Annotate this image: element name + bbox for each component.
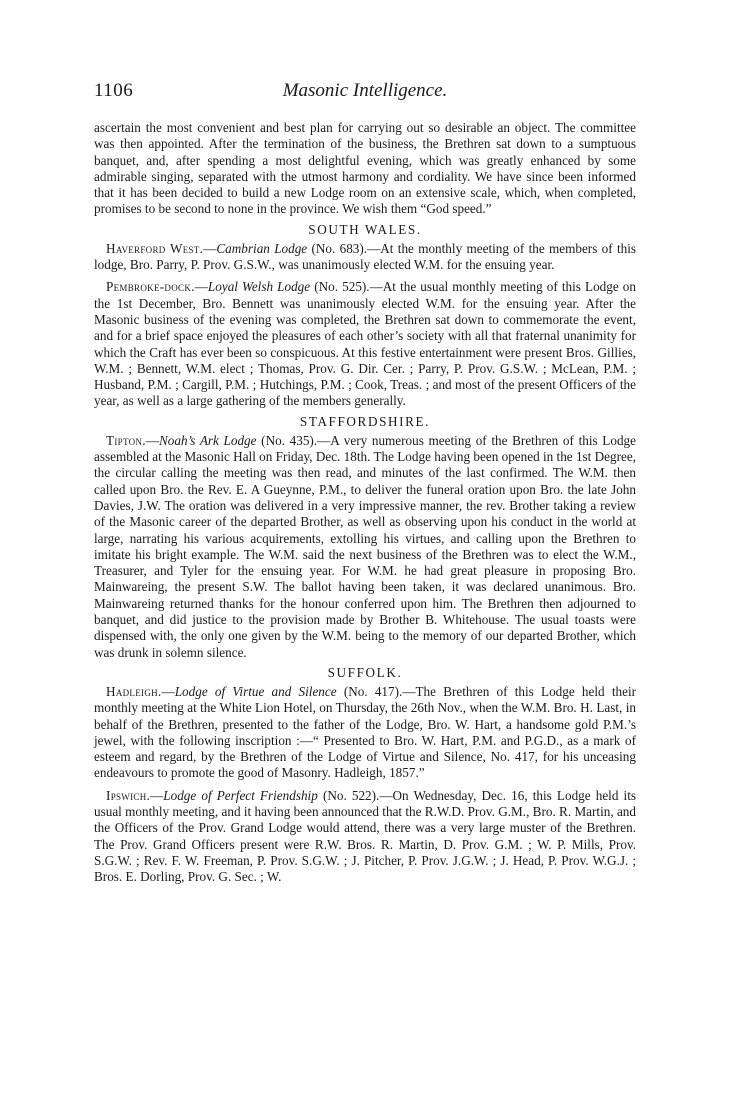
entry-text: (No. 525).—At the usual monthly meeting of this Lodge on the 1st December, Bro. Bennett was unanimously elected W.M. for the ensuing year. After the Masonic business of the evening was completed, the Brethren sat down to commemorate the event, and for a brief space enjoyed the pleasures of each other’s society with all that fraternal unanimity for which the Craft has ever been so conspicuous. At this festive entertainment were present Bros. Gillies, W.M. ; Bennett, W.M. elect ; Thomas, Prov. G. Dir. Cer. ; Parry, P. Prov. G.S.W. ; McLean, P.M. ; Husband, P.M. ; Cargill, P.M. ; Hutchings, P.M. ; Cook, Treas. ; and most of the present Officers of the year, as well as a large gathering of the members generally. [94,279,636,409]
running-title: Masonic Intelligence. [282,80,448,101]
entry-place: Tipton. [106,432,146,448]
entry-text: (No. 522).—On Wednesday, Dec. 16, this Lodge held its usual monthly meeting, and it having been announced that the R.W.D. Prov. G.M., Bro. R. Martin, and the Officers of the Prov. Grand Lodge would attend, there was a very large muster of the Brethren. The Prov. Grand Officers present were R.W. Bros. R. Martin, D. Prov. G.M. ; W. P. Mills, Prov. S.G.W. ; Rev. F. W. Freeman, P. Prov. S.G.W. ; J. Pitcher, P. Prov. J.G.W. ; J. Head, P. Prov. W.G.J. ; Bros. E. Dorling, Prov. G. Sec. ; W. [94,787,637,885]
entry-pembroke-dock: Pembroke-dock.—Loyal Welsh Lodge (No. 525).—At the usual monthly meeting of this Lodge on the 1st December, Bro. Bennett was unanimously elected W.M. for the ensuing year. After the Masonic business of the evening was completed, the Brethren sat down to commemorate the event, and for a brief space enjoyed the pleasures of each other’s society with all that fraternal unanimity for which the Craft has ever been so conspicuous. At this festive entertainment were present Bros. Gillies, W.M. ; Bennett, W.M. elect ; Thomas, Prov. G. Dir. Cer. ; Parry, P. Prov. G.S.W. ; McLean, P.M. ; Husband, P.M. ; Cargill, P.M. ; Hutchings, P.M. ; Cook, Treas. ; and most of the present Officers of the year, as well as a large gathering of the members generally. [94,279,636,409]
intro-paragraph: ascertain the most convenient and best plan for carrying out so desirable an object. The committee was then appointed. After the termination of the business, the Brethren sat down to a sumptuous banquet, and, after spending a most delightful evening, which was greatly enhanced by some admirable singing, separated with the utmost harmony and cordiality. We have since been informed that it has been decided to build a new Lodge room on an extensive scale, which, when completed, promises to be second to none in the province. We wish them “God speed.” [94,120,636,217]
running-head [94,80,636,110]
entry-lodge: Cambrian Lodge [216,240,308,256]
entry-lodge: Noah’s Ark Lodge [158,432,257,448]
section-heading-suffolk: SUFFOLK. [327,664,403,680]
entry-ipswich: Ipswich.—Lodge of Perfect Friendship (No. 522).—On Wednesday, Dec. 16, this Lodge held its usual monthly meeting, and it having been announced that the R.W.D. Prov. G.M., Bro. R. Martin, and the Officers of the Prov. Grand Lodge would attend, there was a very large muster of the Brethren. The Prov. Grand Officers present were R.W. Bros. R. Martin, D. Prov. G.M. ; W. P. Mills, Prov. S.G.W. ; Rev. F. W. Freeman, P. Prov. S.G.W. ; J. Pitcher, P. Prov. J.G.W. ; J. Head, P. Prov. W.G.J. ; Bros. E. Dorling, Prov. G. Sec. ; W. [94,787,637,885]
entry-text: (No. 435).—A very numerous meeting of the Brethren of this Lodge assembled at the Masonic Hall on Friday, Dec. 18th. The Lodge having been opened in the 1st Degree, the circular calling the meeting was then read, and minutes of the last confirmed. The W.M. then called upon Bro. the Rev. E. A Gueynne, P.M., to deliver the funeral oration upon Bro. the late John Davies, J.W. The oration was delivered in a very impressive manner, the rev. Brother taking a review of the Masonic career of the departed Brother, as well as observing upon his conduct in the world at large, narrating his various acquirements, extolling his virtues, and calling upon the Brethren to imitate his bright example. The W.M. said the next business of the Brethren was to elect the W.M., Treasurer, and Tyler for the ensuing year. For W.M. he had great pleasure in proposing Bro. Mainwareing, the present S.W. The ballot having been taken, it was declared unanimous. Bro. Mainwareing returned thanks for the honour conferred upon him. The Brethren then adjourned to banquet, and did justice to the provision made by Brother B. Whitehouse. The usual toasts were dispensed with, the only one given by the W.M. being to the memory of our departed Brother, which was drunk in solemn silence. [94,432,637,660]
entry-lodge: Lodge of Virtue and Silence [174,683,337,699]
page-number: 1106 [94,80,134,101]
document-page [94,80,636,885]
entry-place: Pembroke-dock. [106,279,195,295]
entry-place: Haverford West. [106,240,204,256]
section-heading-staffordshire: STAFFORDSHIRE. [299,413,431,429]
entry-lodge: Lodge of Perfect Friendship [163,787,318,803]
entry-haverford-west: Haverford West.—Cambrian Lodge (No. 683).—At the monthly meeting of the members of this lodge, Bro. Parry, P. Prov. G.S.W., was unanimously elected W.M. for the ensuing year. [94,240,636,273]
entry-place: Ipswich. [106,787,151,803]
section-heading-south-wales: SOUTH WALES. [308,221,422,237]
entry-place: Hadleigh. [106,683,162,699]
entry-lodge: Loyal Welsh Lodge [207,279,311,295]
entry-tipton: Tipton.—Noah’s Ark Lodge (No. 435).—A very numerous meeting of the Brethren of this Lodge assembled at the Masonic Hall on Friday, Dec. 18th. The Lodge having been opened in the 1st Degree, the circular calling the meeting was then read, and minutes of the last confirmed. The W.M. then called upon Bro. the Rev. E. A Gueynne, P.M., to deliver the funeral oration upon Bro. the late John Davies, J.W. The oration was delivered in a very impressive manner, the rev. Brother taking a review of the Masonic career of the departed Brother, as well as observing upon his conduct in the world at large, narrating his various acquirements, extolling his virtues, and calling upon the Brethren to imitate his bright example. The W.M. said the next business of the Brethren was to elect the W.M., Treasurer, and Tyler for the ensuing year. For W.M. he had great pleasure in proposing Bro. Mainwareing, the present S.W. The ballot having been taken, it was declared unanimous. Bro. Mainwareing returned thanks for the honour conferred upon him. The Brethren then adjourned to banquet, and did justice to the provision made by Brother B. Whitehouse. The usual toasts were dispensed with, the only one given by the W.M. being to the memory of our departed Brother, which was drunk in solemn silence. [94,432,637,660]
entry-hadleigh: Hadleigh.—Lodge of Virtue and Silence (No. 417).—The Brethren of this Lodge held their monthly meeting at the White Lion Hotel, on Thursday, the 26th Nov., when the W.M. Bro. H. Last, in behalf of the Brethren, presented to the father of the Lodge, Bro. W. Hart, a handsome gold P.M.’s jewel, with the following inscription :—“ Presented to Bro. W. Hart, P.M. and P.G.D., as a mark of esteem and regard, by the Brethren of the Lodge of Virtue and Silence, No. 417, for his unceasing endeavours to promote the good of Masonry. Hadleigh, 1857.” [94,683,636,781]
entry-text: (No. 417).—The Brethren of this Lodge held their monthly meeting at the White Lion Hotel, on Thursday, the 26th Nov., when the W.M. Bro. H. Last, in behalf of the Brethren, presented to the father of the Lodge, Bro. W. Hart, a handsome gold P.M.’s jewel, with the following inscription :—“ Presented to Bro. W. Hart, P.M. and P.G.D., as a mark of esteem and regard, by the Brethren of the Lodge of Virtue and Silence, No. 417, for his unceasing endeavours to promote the good of Masonry. Hadleigh, 1857.” [94,683,636,781]
entry-text: (No. 683).—At the monthly meeting of the members of this lodge, Bro. Parry, P. Prov. G.S.W., was unanimously elected W.M. for the ensuing year. [94,240,636,273]
